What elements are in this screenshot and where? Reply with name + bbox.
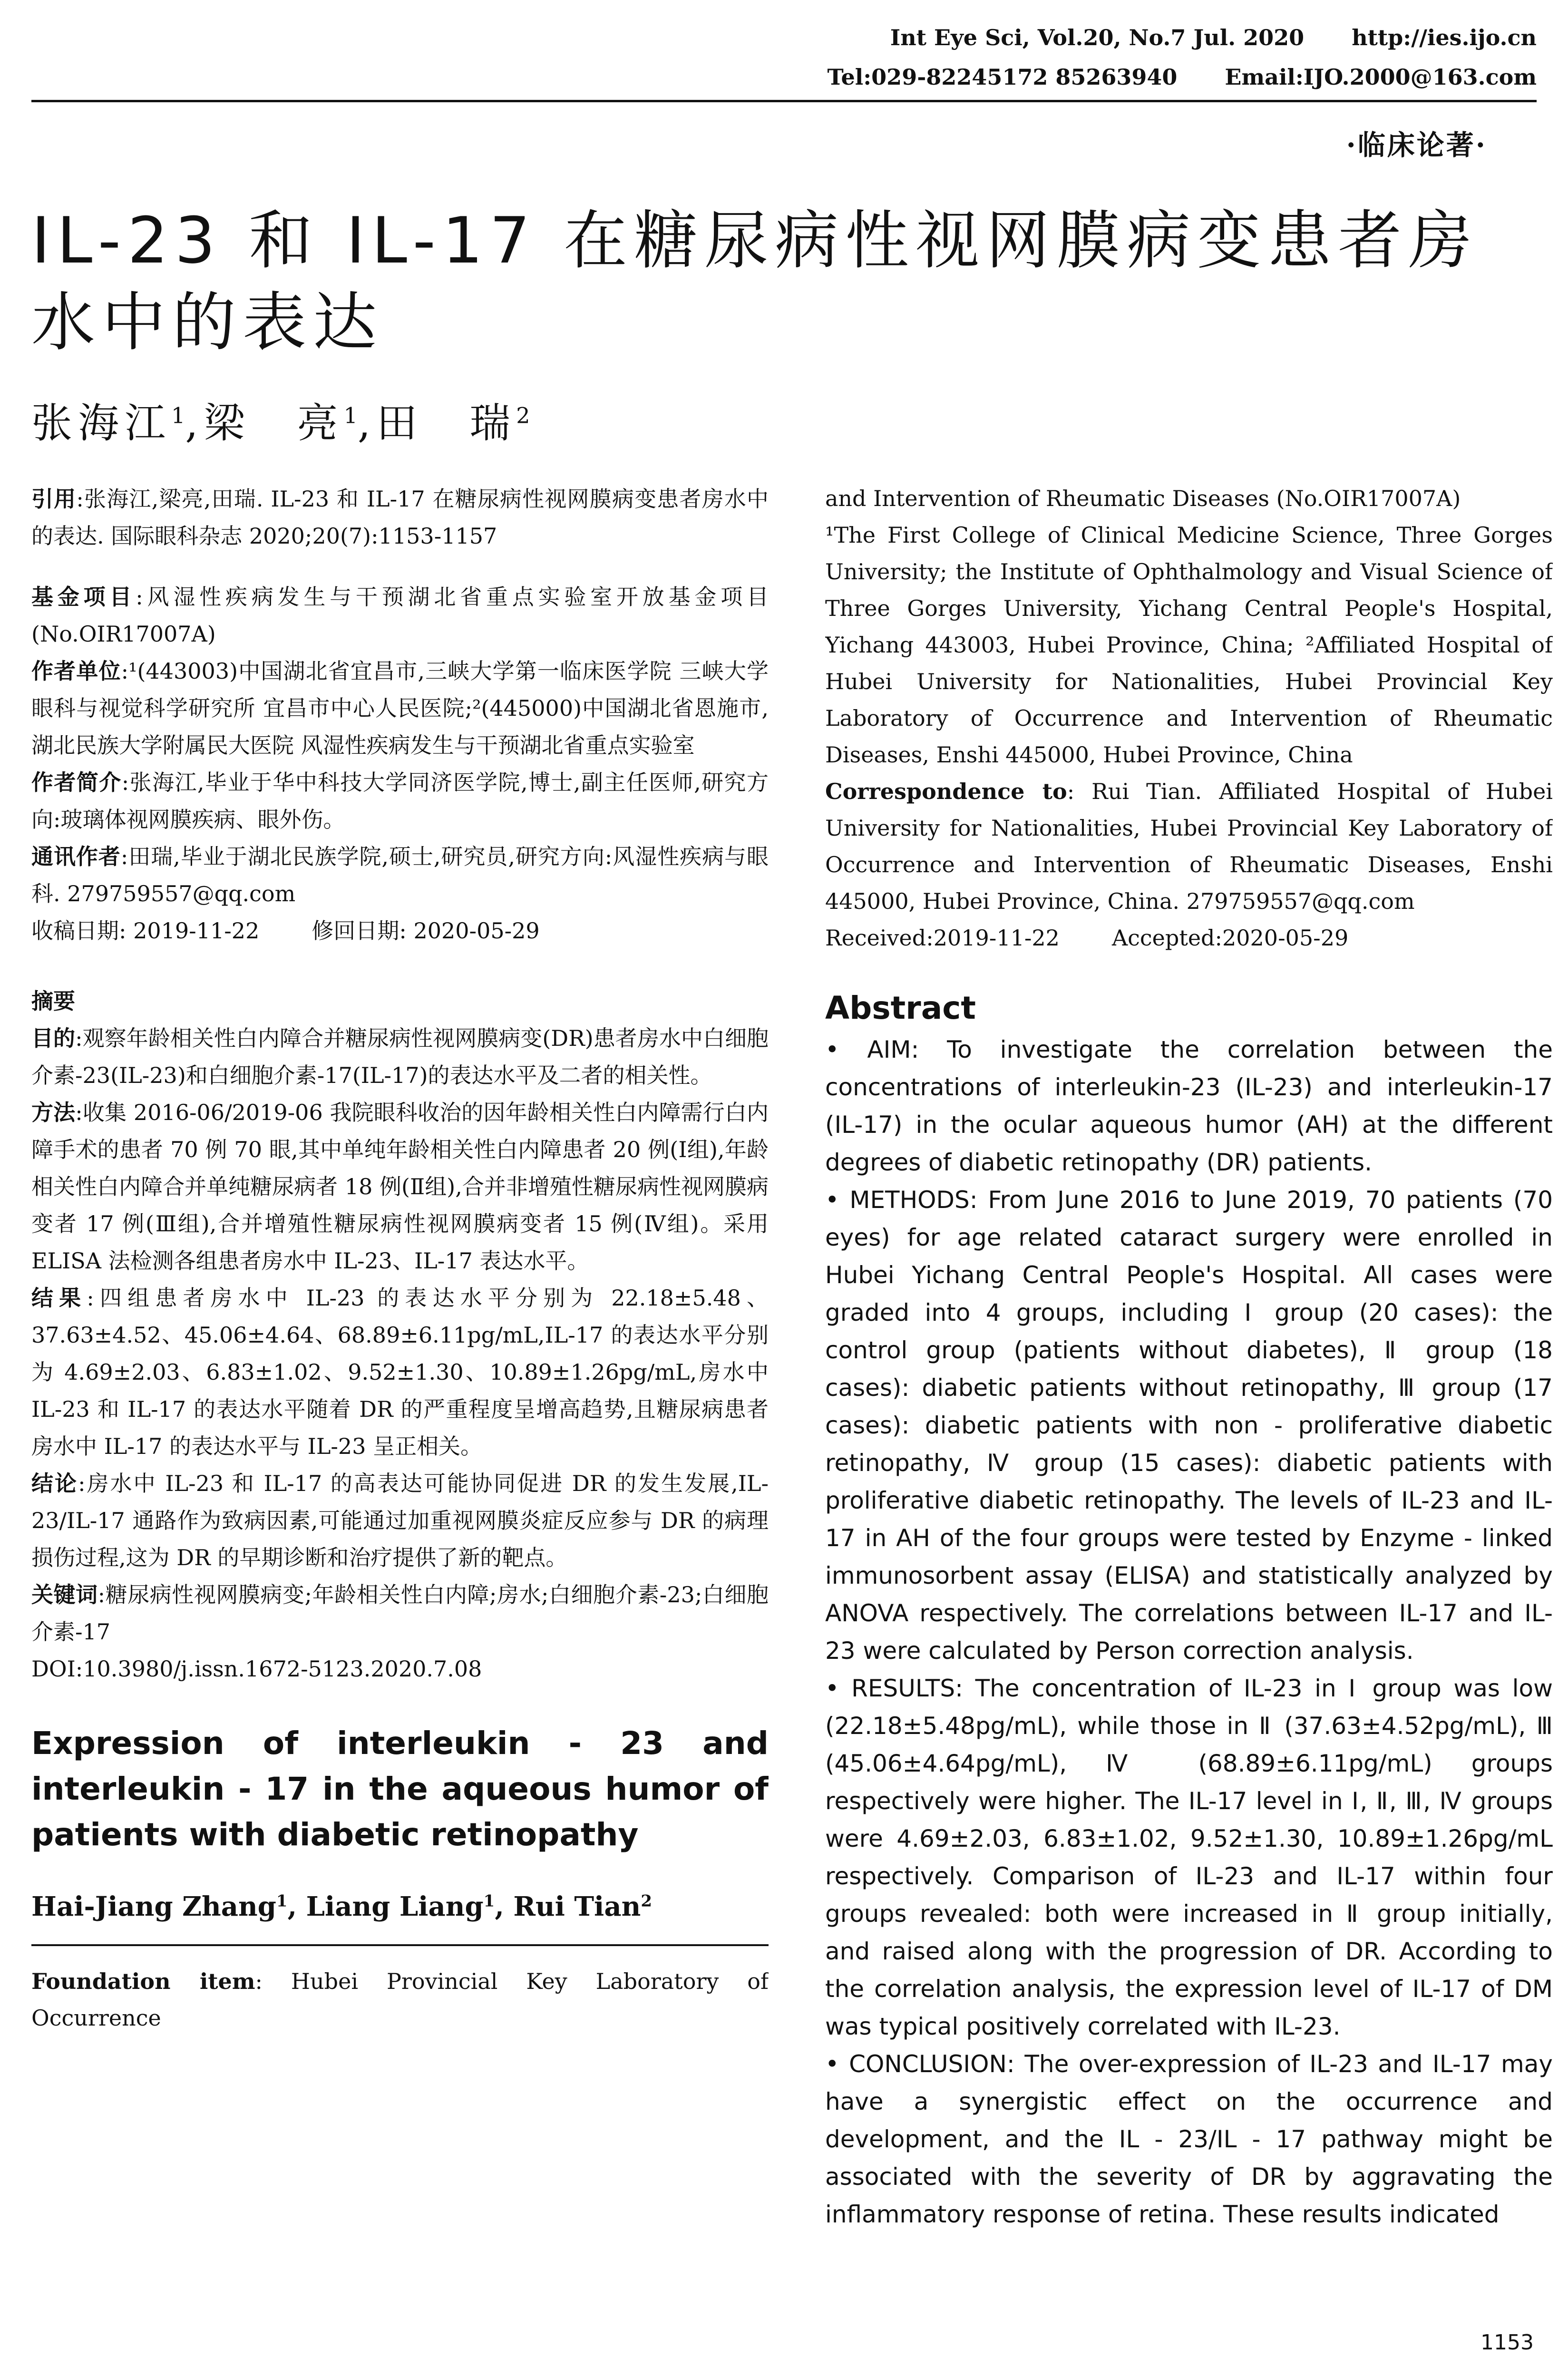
author-sep: ,: [287, 1891, 306, 1922]
journal-header: [890, 25, 1537, 50]
unit-label: 作者单位: [31, 658, 121, 684]
section-label: ·临床论著·: [1346, 129, 1487, 161]
aim-paragraph: [31, 1020, 769, 1094]
abstract-heading-text: 摘要: [31, 988, 75, 1014]
author-sep: ,: [495, 1891, 514, 1922]
abstract-aim: • AIM: To investigate the correlation between the concentrations of interleukin-23 (IL-23) and interleukin-17 (IL-17) in the ocular aqueous humor (AH) at the different degrees of diabetic retinopathy (DR) patients.: [825, 1036, 1553, 1176]
citation-label: 引用: [31, 486, 77, 512]
conclusion-paragraph: [31, 1465, 769, 1576]
contact-header: [828, 64, 1537, 90]
author-name: 田 瑞: [376, 399, 516, 447]
corr-info: [31, 838, 769, 912]
unit-text: :¹(443003)中国湖北省宜昌市,三峡大学第一临床医学院 三峡大学眼科与视觉科学研究所 宜昌市中心人民医院;²(445000)中国湖北省恩施市,湖北民族大学附属民大医院 风湿性疾病发生与干预湖北省重点实验室: [31, 658, 769, 758]
author-affil: 2: [516, 402, 530, 429]
foundation-continued: and Intervention of Rheumatic Diseases (No.OIR17007A): [825, 486, 1461, 511]
author-name: Liang Liang: [306, 1891, 484, 1922]
results-paragraph: [31, 1279, 769, 1465]
correspondence-text: : Rui Tian. Affiliated Hospital of Hubei University for Nationalities, Hubei Provincial Key Laboratory of Occurrence and Intervention of Rheumatic Diseases, Enshi 445000, Hubei Province, China. 279759557@qq.com: [825, 779, 1553, 914]
author-name: 梁 亮: [204, 399, 344, 447]
author-affil: 1: [483, 1891, 495, 1911]
unit-info: [31, 653, 769, 764]
methods-paragraph: [31, 1094, 769, 1279]
methods-label: 方法: [31, 1100, 76, 1125]
english-dates: [825, 920, 1553, 956]
revised-date: 修回日期: 2020-05-29: [312, 918, 540, 944]
doi: DOI:10.3980/j.issn.1672-5123.2020.7.08: [31, 1656, 482, 1682]
author-affil: 2: [641, 1891, 652, 1911]
author-sep: ,: [185, 399, 204, 447]
foundation-item: [31, 1963, 769, 2036]
journal-tel: Tel:029-82245172 85263940: [827, 64, 1178, 90]
fund-label: 基金项目: [31, 584, 136, 610]
aim-label: 目的: [31, 1025, 76, 1051]
foundation-label: Foundation item: [31, 1968, 255, 1994]
journal-email: Email:IJO.2000@163.com: [1225, 64, 1537, 90]
corr-label: 通讯作者: [31, 844, 121, 869]
keywords-text: :糖尿病性视网膜病变;年龄相关性白内障;房水;白细胞介素-23;白细胞介素-17: [31, 1582, 769, 1645]
abstract-heading: [31, 983, 769, 1020]
author-rule: [31, 1944, 769, 1946]
received-date: Received:2019-11-22: [825, 925, 1060, 951]
conclusion-text: :房水中 IL-23 和 IL-17 的高表达可能协同促进 DR 的发生发展,IL-23/IL-17 通路作为致病因素,可能通过加重视网膜炎症反应参与 DR 的病理损伤过程,这为 DR 的早期诊断和治疗提供了新的靶点。: [31, 1471, 769, 1570]
accepted-date: Accepted:2020-05-29: [1111, 925, 1349, 951]
citation: [31, 480, 769, 555]
author-sep: ,: [357, 399, 377, 447]
right-column: [825, 480, 1553, 2311]
author-affil: 1: [171, 402, 185, 429]
bio-text: :张海江,毕业于华中科技大学同济医学院,博士,副主任医师,研究方向:玻璃体视网膜疾病、眼外伤。: [31, 770, 769, 832]
results-label: 结果: [31, 1285, 87, 1311]
corr-text: :田瑞,毕业于湖北民族学院,硕士,研究员,研究方向:风湿性疾病与眼科. 279759557@qq.com: [31, 844, 769, 906]
correspondence: [825, 773, 1553, 920]
journal-info: Int Eye Sci, Vol.20, No.7 Jul. 2020: [890, 25, 1305, 50]
journal-url: http://ies.ijo.cn: [1352, 25, 1537, 50]
abstract-methods: • METHODS: From June 2016 to June 2019, 70 patients (70 eyes) for age related cataract surgery were enrolled in Hubei Yichang Central People's Hospital. All cases were graded into 4 groups, including Ⅰ group (20 cases): the control group (patients without diabetes), Ⅱ group (18 cases): diabetic patients without retinopathy, Ⅲ group (17 cases): diabetic patients with non - proliferative diabetic retinopathy, Ⅳ group (15 cases): diabetic patients with proliferative diabetic retinopathy. The levels of IL-23 and IL-17 in AH of the four groups were tested by Enzyme - linked immunosorbent assay (ELISA) and statistically analyzed by ANOVA respectively. The correlations between IL-17 and IL-23 were calculated by Person correction analysis.: [825, 1186, 1553, 1665]
fund-info: [31, 578, 769, 653]
abstract-results: • RESULTS: The concentration of IL-23 in Ⅰ group was low (22.18±5.48pg/mL), while those in Ⅱ (37.63±4.52pg/mL), Ⅲ (45.06±4.64pg/mL), Ⅳ (68.89±6.11pg/mL) groups respectively were higher. The IL-17 level in Ⅰ, Ⅱ, Ⅲ, Ⅳ groups were 4.69±2.03, 6.83±1.02, 9.52±1.30, 10.89±1.26pg/mL respectively. Comparison of IL-23 and IL-17 within four groups revealed: both were increased in Ⅱ group initially, and raised along with the progression of DR. According to the correlation analysis, the expression level of IL-17 of DM was typical positively correlated with IL-23.: [825, 1675, 1553, 2040]
keywords-label: 关键词: [31, 1582, 98, 1607]
abstract-heading: Abstract: [825, 990, 976, 1026]
author-affil: 1: [343, 402, 358, 429]
author-name: Rui Tian: [513, 1891, 641, 1922]
header-rule: [31, 100, 1537, 102]
conclusion-label: 结论: [31, 1471, 78, 1496]
results-text: :四组患者房水中 IL-23 的表达水平分别为 22.18±5.48、37.63±4.52、45.06±4.64、68.89±6.11pg/mL,IL-17 的表达水平分别为 4.69±2.03、6.83±1.02、9.52±1.30、10.89±1.26pg/mL,房水中 IL-23 和 IL-17 的表达水平随着 DR 的严重程度呈增高趋势,且糖尿病患者房水中 IL-17 的表达水平与 IL-23 呈正相关。: [31, 1285, 769, 1459]
english-author-list: [31, 1891, 769, 1922]
foundation-text: : Hubei Provincial Key Laboratory of Occurrence: [31, 1968, 769, 2031]
author-name: Hai-Jiang Zhang: [31, 1891, 276, 1922]
correspondence-label: Correspondence to: [825, 779, 1067, 804]
keywords: [31, 1576, 769, 1650]
methods-text: :收集 2016-06/2019-06 我院眼科收治的因年龄相关性白内障需行白内障手术的患者 70 例 70 眼,其中单纯年龄相关性白内障患者 20 例(Ⅰ组),年龄相关性白内障合并单纯糖尿病者 18 例(Ⅱ组),合并非增殖性糖尿病性视网膜病变者 17 例(Ⅲ组),合并增殖性糖尿病性视网膜病变者 15 例(Ⅳ组)。采用 ELISA 法检测各组患者房水中 IL-23、IL-17 表达水平。: [31, 1100, 769, 1274]
fund-text: :风湿性疾病发生与干预湖北省重点实验室开放基金项目(No.OIR17007A): [31, 584, 769, 647]
page-number: 1153: [1480, 2330, 1534, 2355]
english-title: Expression of interleukin - 23 and interleukin - 17 in the aqueous humor of patients with diabetic retinopathy: [31, 1725, 769, 1853]
paper-title: IL-23 和 IL-17 在糖尿病性视网膜病变患者房水中的表达: [31, 204, 1479, 360]
citation-text: :张海江,梁亮,田瑞. IL-23 和 IL-17 在糖尿病性视网膜病变患者房水中的表达. 国际眼科杂志 2020;20(7):1153-1157: [31, 486, 769, 549]
author-list: [31, 390, 530, 449]
author-name: 张海江: [31, 399, 171, 447]
affiliations: ¹The First College of Clinical Medicine Science, Three Gorges University; the Institute of Ophthalmology and Visual Science of Three Gorges University, Yichang Central People's Hospital, Yichang 443003, Hubei Province, China; ²Affiliated Hospital of Hubei University for Nationalities, Hubei Provincial Key Laboratory of Occurrence and Intervention of Rheumatic Diseases, Enshi 445000, Hubei Province, China: [825, 522, 1553, 768]
bio-label: 作者简介: [31, 770, 122, 795]
received-date: 收稿日期: 2019-11-22: [31, 918, 260, 944]
aim-text: :观察年龄相关性白内障合并糖尿病性视网膜病变(DR)患者房水中白细胞介素-23(IL-23)和白细胞介素-17(IL-17)的表达水平及二者的相关性。: [31, 1025, 769, 1088]
date-info: [31, 912, 769, 949]
left-column: [31, 480, 769, 2311]
author-affil: 1: [276, 1891, 288, 1911]
bio-info: [31, 764, 769, 838]
abstract-conclusion: • CONCLUSION: The over-expression of IL-23 and IL-17 may have a synergistic effect on the occurrence and development, and the IL - 23/IL - 17 pathway might be associated with the severity of DR by aggravating the inflammatory response of retina. These results indicated: [825, 2050, 1553, 2228]
